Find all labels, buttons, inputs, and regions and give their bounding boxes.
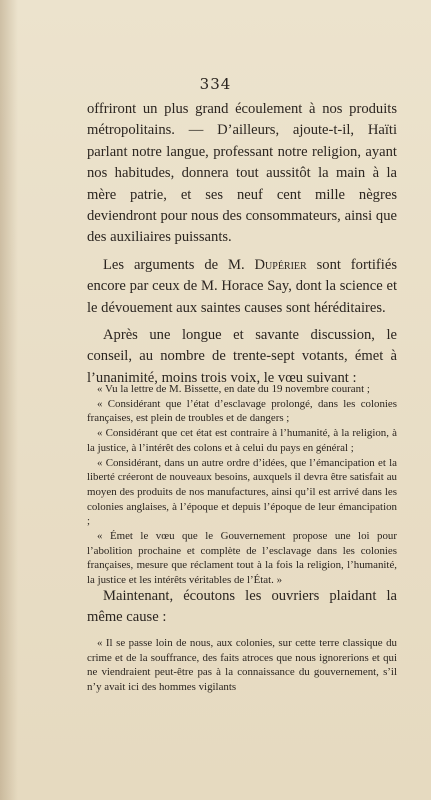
- resolution-item: « Émet le vœu que le Gouvernement propose une loi pour l’abolition prochaine et complète de l’esclavage dans les colonies françaises, mesure que réclament tout à la fois la religion, l’humanité, la justice et les intérêts véritables de l’État. »: [87, 530, 397, 587]
- main-text-block: [87, 99, 397, 389]
- resolution-text-block: [87, 382, 397, 588]
- resolution-item: « Considérant, dans un autre ordre d’idées, que l’émancipation et la liberté créeront de nouveaux besoins, auxquels il devra être satisfait au moyen des produits de nos manufactures, ainsi qu’il est arrivé dans les colonies anglaises, à l’époque et depuis l’époque de leur émancipation ;: [87, 456, 397, 528]
- paragraph-workers: Maintenant, écoutons les ouvriers plaidant la même cause :: [87, 588, 397, 626]
- paragraph-arguments: Les arguments de M. Dupérier sont fortifiés encore par ceux de M. Horace Say, dont la science et le dévouement aux saintes causes sont héréditaires.: [87, 256, 397, 316]
- resolution-item: « Vu la lettre de M. Bissette, en date du 19 novembre courant ;: [97, 383, 370, 395]
- workers-text-block: [87, 586, 397, 629]
- page-number: 334: [199, 75, 232, 93]
- resolution-item: « Considérant que l’état d’esclavage prolongé, dans les colonies françaises, est plein de troubles et de dangers ;: [87, 397, 397, 425]
- quote-paragraph: « Il se passe loin de nous, aux colonies, sur cette terre classique du crime et de la souffrance, des faits atroces que nous ignorerions et qui ne viendraient peut-être pas à la connaissance du gouvernement, s’il n’y avait ici des hommes vigilants: [87, 637, 397, 694]
- paragraph-continued: offriront un plus grand écoulement à nos produits métropolitains. — D’ailleurs, ajoute-t-il, Haïti parlant notre langue, professant notre religion, ayant nos habitudes, donnera tout aussitôt la main à la mère patrie, et ses neuf cent mille nègres deviendront pour nous des consommateurs, ainsi que des auxiliaires puissants.: [87, 101, 397, 246]
- resolution-item: « Considérant que cet état est contraire à l’humanité, à la religion, à la justice, à l’intérêt des colons et à celui du pays en général ;: [87, 427, 397, 454]
- page-gutter-shadow: [0, 0, 18, 800]
- person-name-duperier: Dupérier: [254, 256, 307, 273]
- workers-quote-block: [87, 636, 397, 695]
- paragraph-council-vote: Après une longue et savante discussion, le conseil, au nombre de trente-sept votants, émet à l’unanimité, moins trois voix, le vœu suivant :: [87, 327, 397, 386]
